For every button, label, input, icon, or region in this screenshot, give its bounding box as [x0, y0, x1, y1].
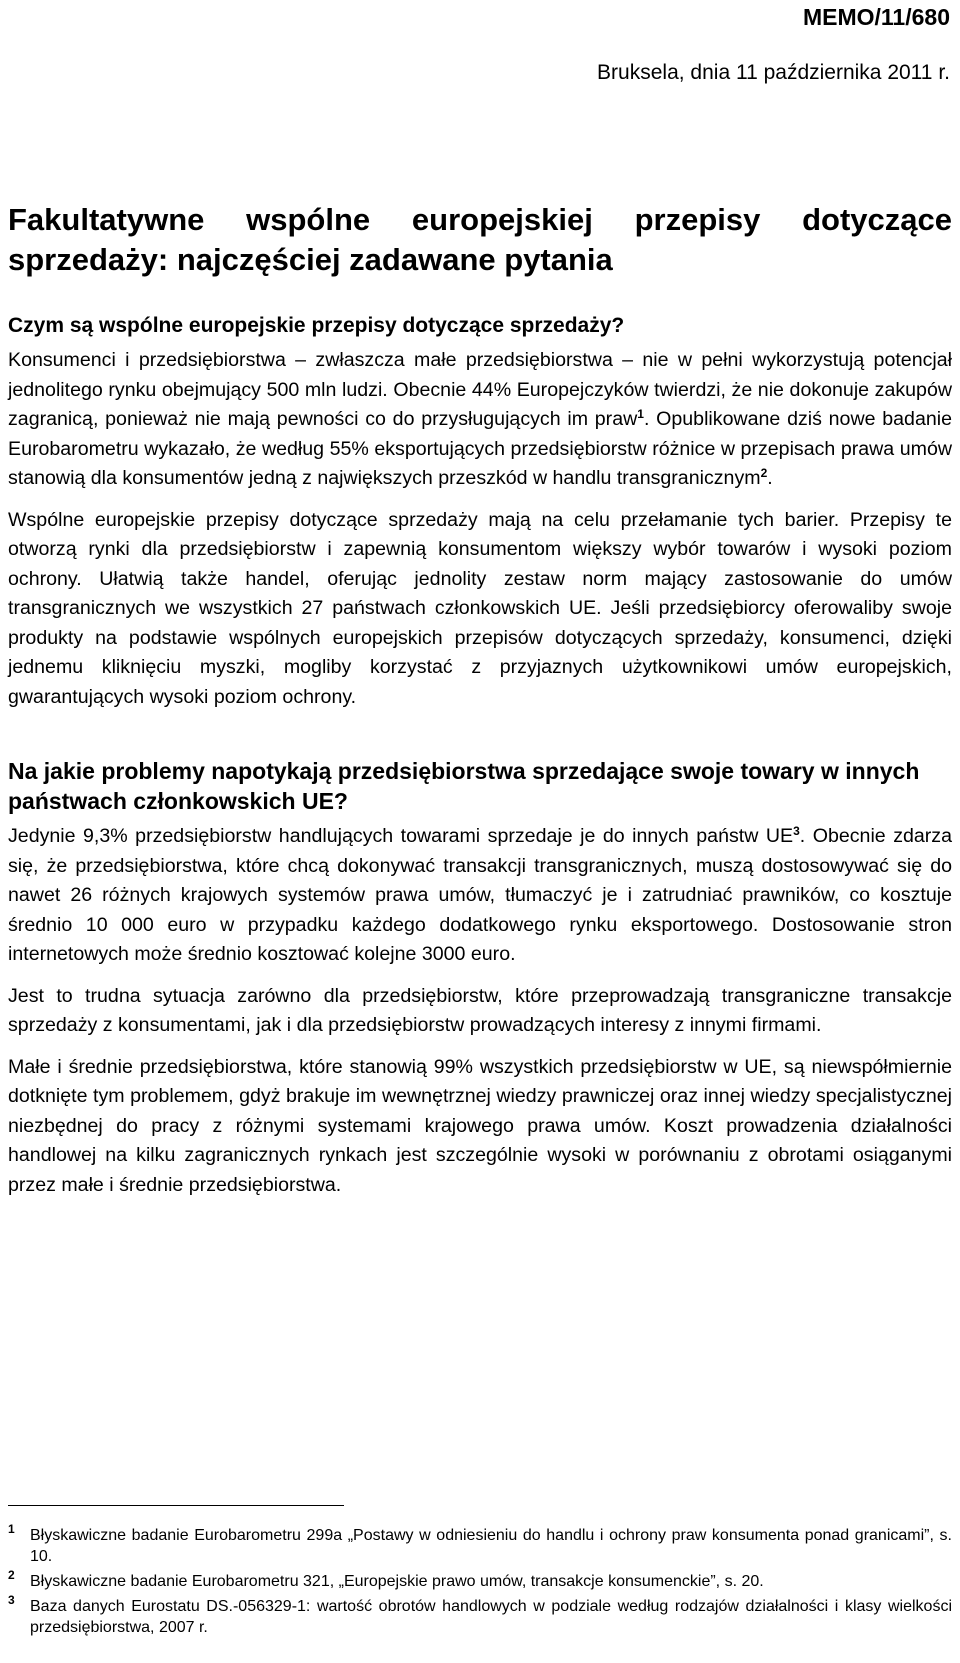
footnote-ref[interactable]: 2 — [760, 466, 768, 480]
footnote-ref[interactable]: 1 — [637, 407, 644, 421]
footnote-ref[interactable]: 3 — [793, 824, 800, 838]
memo-reference: MEMO/11/680 — [802, 4, 950, 30]
footnote — [8, 1522, 952, 1567]
section-heading: Czym są wspólne europejskie przepisy dotyczące sprzedaży? — [8, 314, 625, 337]
footnote-divider — [8, 1505, 344, 1506]
paragraph-text: . — [767, 467, 773, 489]
footnote — [8, 1593, 952, 1638]
footnote-text: Baza danych Eurostatu DS.-056329-1: wartość obrotów handlowych w podziale według rodzajów działalności i klasy wielkości przedsiębiorstwa, 2007 r. — [30, 1598, 952, 1636]
footnote-number: 2 — [8, 1568, 15, 1582]
page-title: Fakultatywne wspólne europejskiej przepisy dotyczące sprzedaży: najczęściej zadawane pytania — [8, 202, 952, 277]
paragraph-text: . Obecnie zdarza się, że przedsiębiorstwa, które chcą dokonywać transakcji transgranicznych, muszą dostosowywać się do nawet 26 różnych krajowych systemów prawa umów, tłumaczyć je i zatrudniać prawników, co kosztuje średnio 10 000 euro w przypadku każdego dodatkowego rynku eksportowego. Dostosowanie stron internetowych może średnio kosztować kolejne 3000 euro. — [8, 825, 953, 965]
document-body — [8, 312, 952, 1200]
footnote-text: Błyskawiczne badanie Eurobarometru 321, „Europejskie prawo umów, transakcje konsumenckie”, s. 20. — [30, 1573, 764, 1590]
paragraph — [8, 346, 952, 494]
dateline: Bruksela, dnia 11 października 2011 r. — [597, 61, 950, 84]
section-what-is-cesl — [8, 312, 952, 712]
footnote — [8, 1568, 952, 1592]
paragraph: Jest to trudna sytuacja zarówno dla przedsiębiorstw, które przeprowadzają transgraniczne transakcje sprzedaży z konsumentami, jak i dla przedsiębiorstw prowadzących interesy z innymi firmami. — [8, 984, 952, 1036]
footnote-number: 3 — [8, 1593, 15, 1607]
paragraph: Wspólne europejskie przepisy dotyczące sprzedaży mają na celu przełamanie tych barier. Przepisy te otworzą rynki dla przedsiębiorstw i zapewnią konsumentom większy wybór towarów i wysoki poziom ochrony. Ułatwią także handel, oferując jednolity zestaw norm mający zastosowanie do umów transgranicznych we wszystkich 27 państwach członkowskich UE. Jeśli przedsiębiorcy oferowaliby swoje produkty na podstawie wspólnych europejskich przepisów dotyczących sprzedaży, konsumenci, dzięki jednemu kliknięciu myszki, mogliby korzystać z przyjaznych użytkownikowi umów europejskich, gwarantujących wysoki poziom ochrony. — [8, 508, 952, 708]
section-problems — [8, 756, 952, 1200]
paragraph-text: Jedynie 9,3% przedsiębiorstw handlujących towarami sprzedaje je do innych państw UE — [8, 825, 794, 847]
footnote-text: Błyskawiczne badanie Eurobarometru 299a „Postawy w odniesieniu do handlu i ochrony praw konsumenta ponad granicami”, s. 10. — [30, 1527, 952, 1565]
paragraph-text: . Opublikowane dziś nowe badanie Eurobarometru wykazało, że według 55% eksportujących przedsiębiorstw różnice w przepisach prawa umów stanowią dla konsumentów jedną z największych przeszkód w handlu transgranicznym — [8, 408, 952, 489]
paragraph — [8, 822, 952, 970]
section-heading: Na jakie problemy napotykają przedsiębiorstwa sprzedające swoje towary w innych państwach członkowskich UE? — [8, 758, 920, 814]
footnotes — [8, 1522, 952, 1638]
paragraph: Małe i średnie przedsiębiorstwa, które stanowią 99% wszystkich przedsiębiorstw w UE, są niewspółmiernie dotknięte tym problemem, gdyż brakuje im wewnętrznej wiedzy prawniczej oraz innej wiedzy specjalistycznej niezbędnej do pracy z różnymi systemami krajowego prawa umów. Koszt prowadzenia działalności handlowej na kilku zagranicznych rynkach jest szczególnie wysoki w porównaniu z obrotami osiąganymi przez małe i średnie przedsiębiorstwa. — [8, 1055, 952, 1196]
footnote-number: 1 — [8, 1522, 15, 1536]
paragraph-text: Konsumenci i przedsiębiorstwa – zwłaszcza małe przedsiębiorstwa – nie w pełni wykorzystują potencjał jednolitego rynku obejmujący 500 mln ludzi. Obecnie 44% Europejczyków twierdzi, że nie dokonuje zakupów zagranicą, ponieważ nie mają pewności co do przysługujących im praw — [8, 349, 952, 430]
